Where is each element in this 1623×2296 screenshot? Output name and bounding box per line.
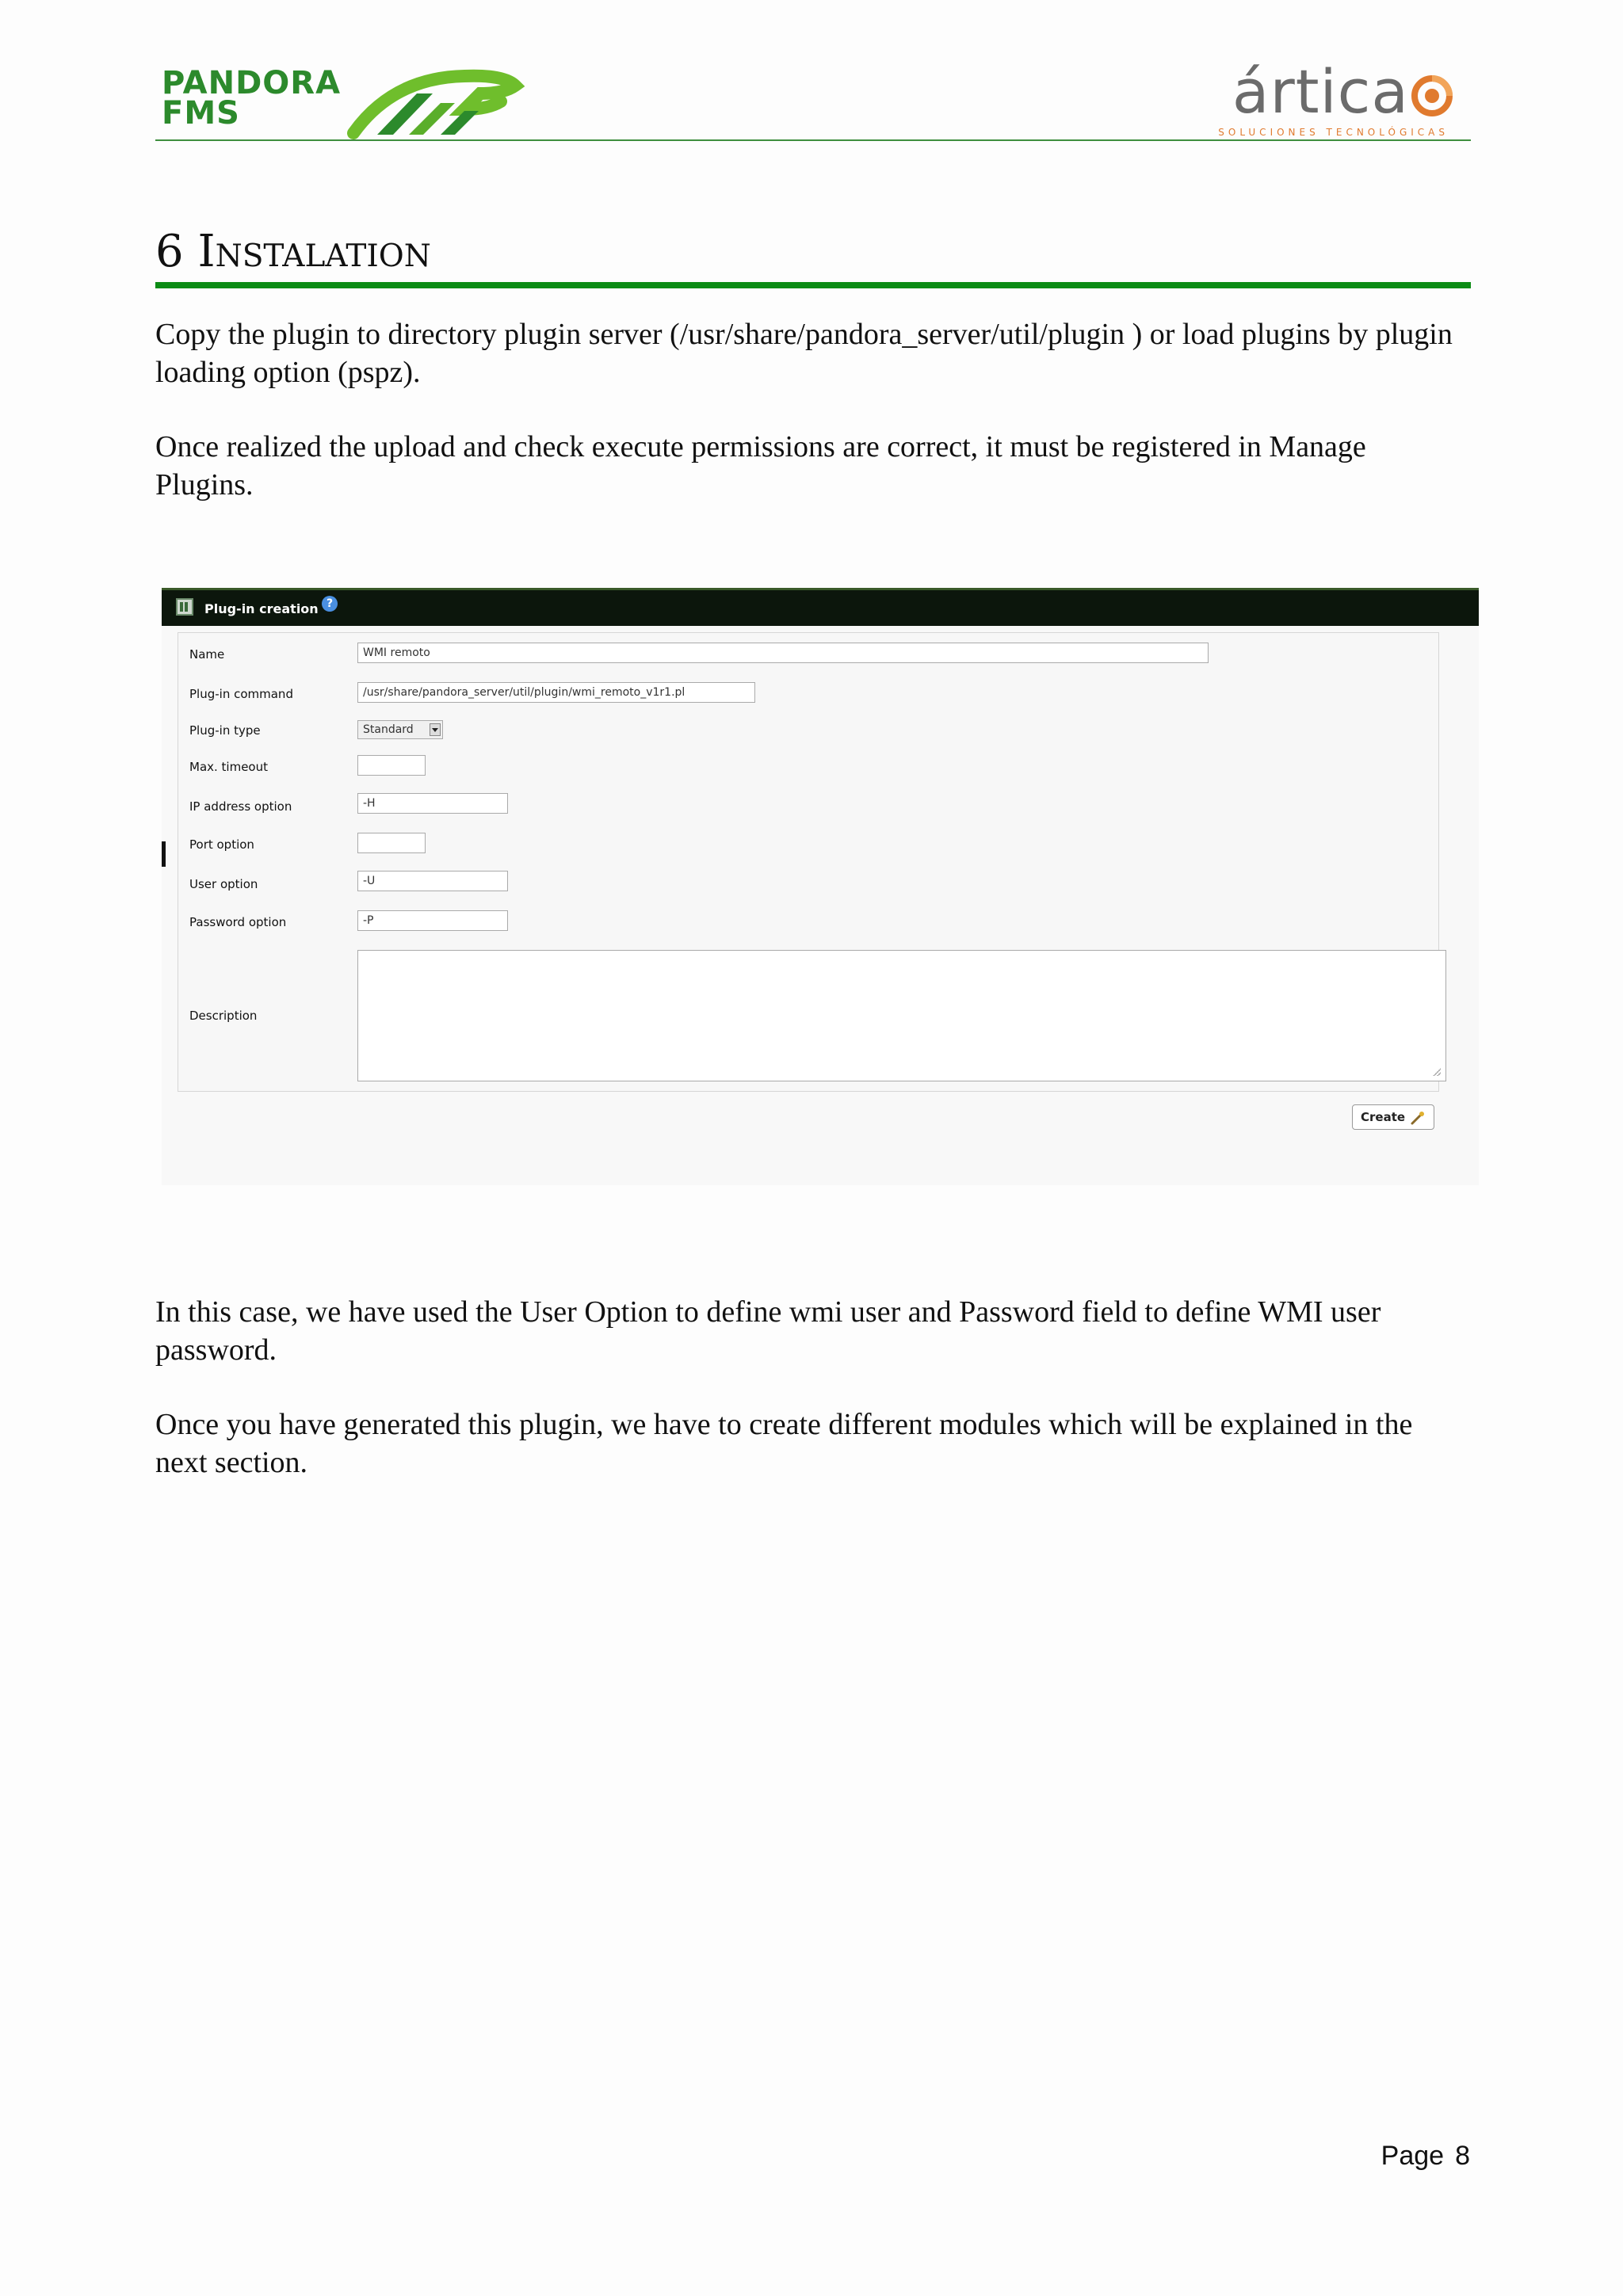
plugin-type-select[interactable]: Standard xyxy=(357,720,443,739)
pandora-logo-text: PANDORA FMS xyxy=(162,65,342,132)
description-label: Description xyxy=(189,1009,258,1023)
paragraph: Copy the plugin to directory plugin server (/usr/share/pandora_server/util/plugin ) or load plugins by plugin loading option (pspz). xyxy=(155,318,1453,389)
artica-tagline: SOLUCIONES TECNOLÓGICAS xyxy=(1218,127,1449,138)
plugin-creation-screenshot xyxy=(162,588,1479,1185)
description-textarea[interactable] xyxy=(357,950,1446,1081)
plugin-type-label: Plug-in type xyxy=(189,723,261,738)
section-title: Instalation xyxy=(197,226,431,277)
ip-address-option-label: IP address option xyxy=(189,799,292,814)
artica-logo-text: ártica xyxy=(1232,56,1409,127)
pandora-swoosh-icon xyxy=(346,62,528,141)
section-number: 6 xyxy=(155,226,184,277)
paragraph: In this case, we have used the User Option to define wmi user and Password field to define WMI user password. xyxy=(155,1295,1381,1367)
max-timeout-label: Max. timeout xyxy=(189,760,269,774)
paragraph: Once you have generated this plugin, we have to create different modules which will be explained in the next section. xyxy=(155,1408,1413,1479)
help-icon[interactable]: ? xyxy=(322,596,338,612)
port-option-input[interactable] xyxy=(357,833,426,853)
chevron-down-icon xyxy=(430,723,441,736)
plugin-icon xyxy=(176,598,193,616)
plugin-command-label: Plug-in command xyxy=(189,687,293,701)
plugin-command-input[interactable]: /usr/share/pandora_server/util/plugin/wmi_remoto_v1r1.pl xyxy=(357,682,755,703)
paragraph: Once realized the upload and check execute permissions are correct, it must be registered in Manage Plugins. xyxy=(155,430,1366,502)
page-footer xyxy=(1381,2141,1470,2172)
max-timeout-input[interactable] xyxy=(357,755,426,776)
create-button[interactable]: Create xyxy=(1352,1104,1434,1130)
port-option-label: Port option xyxy=(189,837,254,852)
page-header xyxy=(155,48,1471,141)
password-option-input[interactable]: -P xyxy=(357,910,508,931)
plugin-form-panel xyxy=(178,632,1439,1092)
header-divider xyxy=(155,139,1471,141)
user-option-input[interactable]: -U xyxy=(357,871,508,891)
artica-swirl-icon xyxy=(1411,74,1453,117)
resize-grip-icon[interactable] xyxy=(1433,1068,1441,1076)
section-heading xyxy=(155,228,431,276)
user-option-label: User option xyxy=(189,877,258,891)
wand-icon xyxy=(1410,1110,1426,1126)
pandora-fms-logo xyxy=(155,54,536,141)
password-option-label: Password option xyxy=(189,915,287,929)
plugin-creation-titlebar xyxy=(162,588,1479,626)
name-label: Name xyxy=(189,647,225,662)
page-number: 8 xyxy=(1455,2141,1470,2171)
screenshot-edge-mark xyxy=(162,841,166,867)
artica-logo xyxy=(1218,56,1460,138)
page-label: Page xyxy=(1381,2141,1445,2171)
plugin-creation-title: Plug-in creation xyxy=(204,601,319,616)
name-input[interactable]: WMI remoto xyxy=(357,643,1209,663)
section-title-rule xyxy=(155,282,1471,288)
ip-address-option-input[interactable]: -H xyxy=(357,793,508,814)
